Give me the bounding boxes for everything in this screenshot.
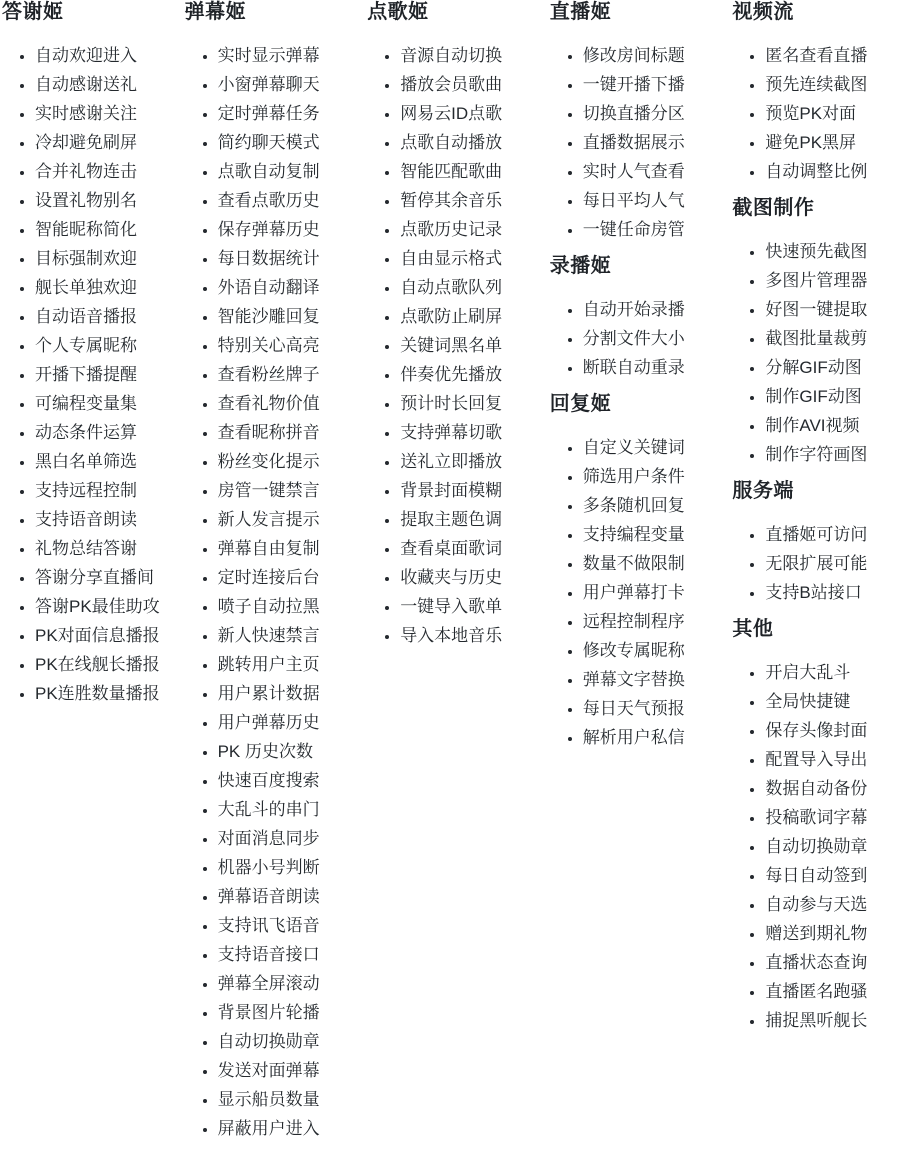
feature-item: • PK连胜数量播报 bbox=[35, 679, 177, 708]
feature-list bbox=[550, 41, 725, 244]
feature-item: • 舰长单独欢迎 bbox=[35, 273, 177, 302]
feature-item: • 自定义关键词 bbox=[583, 433, 725, 462]
feature-item: • 网易云ID点歌 bbox=[400, 99, 542, 128]
feature-item: • 点歌历史记录 bbox=[400, 215, 542, 244]
feature-item: • 全局快捷键 bbox=[765, 687, 907, 716]
feature-item: • 自动切换勋章 bbox=[765, 832, 907, 861]
section-title: 截图制作 bbox=[732, 197, 815, 219]
feature-item: • 自动调整比例 bbox=[765, 157, 907, 186]
feature-item: • 可编程变量集 bbox=[35, 389, 177, 418]
feature-item: • 自动语音播报 bbox=[35, 302, 177, 331]
feature-item: • 开启大乱斗 bbox=[765, 658, 907, 687]
feature-item: • 支持编程变量 bbox=[583, 520, 725, 549]
feature-item: • 个人专属昵称 bbox=[35, 331, 177, 360]
feature-item: • 用户累计数据 bbox=[218, 679, 360, 708]
feature-item: • 点歌自动播放 bbox=[400, 128, 542, 157]
feature-item: • 屏蔽用户进入 bbox=[218, 1114, 360, 1143]
section-title: 其他 bbox=[732, 618, 774, 640]
feature-item: • 自动点歌队列 bbox=[400, 273, 542, 302]
feature-item: • PK在线舰长播报 bbox=[35, 650, 177, 679]
column bbox=[0, 0, 183, 720]
feature-item: • 保存头像封面 bbox=[765, 716, 907, 745]
feature-item: • 多条随机回复 bbox=[583, 491, 725, 520]
feature-item: • 一键导入歌单 bbox=[400, 592, 542, 621]
feature-item: • 支持语音朗读 bbox=[35, 505, 177, 534]
column bbox=[183, 0, 366, 1155]
feature-item: • 送礼立即播放 bbox=[400, 447, 542, 476]
feature-item: • 预计时长回复 bbox=[400, 389, 542, 418]
feature-item: • 支持B站接口 bbox=[765, 578, 907, 607]
feature-list bbox=[185, 41, 360, 1143]
feature-item: • PK对面信息播报 bbox=[35, 621, 177, 650]
section-title: 直播姬 bbox=[549, 1, 612, 23]
feature-item: • 避免PK黑屏 bbox=[765, 128, 907, 157]
feature-item: • 数量不做限制 bbox=[583, 549, 725, 578]
feature-item: • 每日平均人气 bbox=[583, 186, 725, 215]
feature-item: • 新人发言提示 bbox=[218, 505, 360, 534]
feature-list bbox=[732, 520, 907, 607]
feature-item: • 查看粉丝牌子 bbox=[218, 360, 360, 389]
feature-item: • 特别关心高亮 bbox=[218, 331, 360, 360]
feature-item: • 好图一键提取 bbox=[765, 295, 907, 324]
feature-item: • 导入本地音乐 bbox=[400, 621, 542, 650]
section-title: 视频流 bbox=[732, 1, 794, 23]
section-title: 弹幕姬 bbox=[184, 1, 247, 23]
feature-item: • 实时显示弹幕 bbox=[218, 41, 360, 70]
feature-item: • 点歌自动复制 bbox=[218, 157, 360, 186]
feature-item: • 自动参与天选 bbox=[765, 890, 907, 919]
feature-item: • 每日自动签到 bbox=[765, 861, 907, 890]
feature-item: • 数据自动备份 bbox=[765, 774, 907, 803]
feature-item: • 分解GIF动图 bbox=[765, 353, 907, 382]
feature-item: • 实时人气查看 bbox=[583, 157, 725, 186]
feature-item: • 远程控制程序 bbox=[583, 607, 725, 636]
feature-item: • 赠送到期礼物 bbox=[765, 919, 907, 948]
feature-item: • 合并礼物连击 bbox=[35, 157, 177, 186]
feature-item: • 外语自动翻译 bbox=[218, 273, 360, 302]
feature-item: • 智能昵称简化 bbox=[35, 215, 177, 244]
feature-item: • 定时连接后台 bbox=[218, 563, 360, 592]
feature-item: • 喷子自动拉黑 bbox=[218, 592, 360, 621]
section-title: 答谢姬 bbox=[2, 1, 64, 23]
feature-item: • 跳转用户主页 bbox=[218, 650, 360, 679]
feature-item: • 直播匿名跑骚 bbox=[765, 977, 907, 1006]
feature-item: • 匿名查看直播 bbox=[765, 41, 907, 70]
feature-item: • 保存弹幕历史 bbox=[218, 215, 360, 244]
feature-item: • 一键任命房管 bbox=[583, 215, 725, 244]
feature-item: • 投稿歌词字幕 bbox=[765, 803, 907, 832]
feature-item: • 收藏夹与历史 bbox=[400, 563, 542, 592]
feature-item: • 自由显示格式 bbox=[400, 244, 542, 273]
feature-item: • 制作字符画图 bbox=[765, 440, 907, 469]
feature-list bbox=[550, 295, 725, 382]
feature-item: • 分割文件大小 bbox=[583, 324, 725, 353]
feature-item: • 简约聊天模式 bbox=[218, 128, 360, 157]
feature-item: • 制作AVI视频 bbox=[765, 411, 907, 440]
feature-item: • 弹幕全屏滚动 bbox=[218, 969, 360, 998]
feature-item: • 用户弹幕打卡 bbox=[583, 578, 725, 607]
column bbox=[365, 0, 548, 662]
feature-item: • 支持语音接口 bbox=[218, 940, 360, 969]
feature-item: • 断联自动重录 bbox=[583, 353, 725, 382]
feature-item: • 智能沙雕回复 bbox=[218, 302, 360, 331]
feature-item: • 查看桌面歌词 bbox=[400, 534, 542, 563]
feature-item: • 每日天气预报 bbox=[583, 694, 725, 723]
feature-item: • 设置礼物别名 bbox=[35, 186, 177, 215]
feature-item: • 房管一键禁言 bbox=[218, 476, 360, 505]
feature-item: • 修改专属昵称 bbox=[583, 636, 725, 665]
feature-item: • 冷却避免刷屏 bbox=[35, 128, 177, 157]
feature-item: • 快速预先截图 bbox=[765, 237, 907, 266]
feature-list bbox=[732, 658, 907, 1035]
feature-item: • 预先连续截图 bbox=[765, 70, 907, 99]
section-title: 回复姬 bbox=[549, 393, 612, 415]
feature-list bbox=[732, 41, 907, 186]
feature-item: • 答谢分享直播间 bbox=[35, 563, 177, 592]
feature-item: • 智能匹配歌曲 bbox=[400, 157, 542, 186]
feature-item: • 修改房间标题 bbox=[583, 41, 725, 70]
feature-item: • 背景封面模糊 bbox=[400, 476, 542, 505]
feature-item: • 解析用户私信 bbox=[583, 723, 725, 752]
feature-item: • 查看点歌历史 bbox=[218, 186, 360, 215]
feature-item: • 查看礼物价值 bbox=[218, 389, 360, 418]
feature-item: • 配置导入导出 bbox=[765, 745, 907, 774]
feature-item: • 支持远程控制 bbox=[35, 476, 177, 505]
feature-list bbox=[550, 433, 725, 752]
section-title: 录播姬 bbox=[549, 255, 612, 277]
feature-item: • 关键词黑名单 bbox=[400, 331, 542, 360]
section-title: 服务端 bbox=[732, 480, 794, 502]
feature-item: • 一键开播下播 bbox=[583, 70, 725, 99]
column bbox=[548, 0, 731, 764]
feature-item: • 大乱斗的串门 bbox=[218, 795, 360, 824]
feature-item: • 音源自动切换 bbox=[400, 41, 542, 70]
feature-item: • 无限扩展可能 bbox=[765, 549, 907, 578]
feature-list bbox=[2, 41, 177, 708]
feature-item: • 目标强制欢迎 bbox=[35, 244, 177, 273]
feature-item: • 筛选用户条件 bbox=[583, 462, 725, 491]
feature-item: • 显示船员数量 bbox=[218, 1085, 360, 1114]
feature-item: • 弹幕自由复制 bbox=[218, 534, 360, 563]
feature-item: • 答谢PK最佳助攻 bbox=[35, 592, 177, 621]
feature-item: • 多图片管理器 bbox=[765, 266, 907, 295]
feature-item: • 机器小号判断 bbox=[218, 853, 360, 882]
section-title: 点歌姬 bbox=[367, 1, 429, 23]
feature-item: • PK 历史次数 bbox=[218, 737, 360, 766]
feature-item: • 直播数据展示 bbox=[583, 128, 725, 157]
feature-item: • 点歌防止刷屏 bbox=[400, 302, 542, 331]
feature-item: • 直播状态查询 bbox=[765, 948, 907, 977]
feature-item: • 提取主题色调 bbox=[400, 505, 542, 534]
feature-item: • 播放会员歌曲 bbox=[400, 70, 542, 99]
feature-item: • 伴奏优先播放 bbox=[400, 360, 542, 389]
feature-item: • 快速百度搜索 bbox=[218, 766, 360, 795]
feature-item: • 弹幕语音朗读 bbox=[218, 882, 360, 911]
feature-item: • 礼物总结答谢 bbox=[35, 534, 177, 563]
feature-item: • 用户弹幕历史 bbox=[218, 708, 360, 737]
feature-item: • 定时弹幕任务 bbox=[218, 99, 360, 128]
feature-item: • 捕捉黑听舰长 bbox=[765, 1006, 907, 1035]
feature-item: • 动态条件运算 bbox=[35, 418, 177, 447]
feature-item: • 直播姬可访问 bbox=[765, 520, 907, 549]
feature-item: • 自动切换勋章 bbox=[218, 1027, 360, 1056]
feature-item: • 新人快速禁言 bbox=[218, 621, 360, 650]
feature-item: • 实时感谢关注 bbox=[35, 99, 177, 128]
feature-item: • 查看昵称拼音 bbox=[218, 418, 360, 447]
feature-item: • 暂停其余音乐 bbox=[400, 186, 542, 215]
column bbox=[730, 0, 913, 1047]
feature-item: • 对面消息同步 bbox=[218, 824, 360, 853]
feature-item: • 黑白名单筛选 bbox=[35, 447, 177, 476]
feature-item: • 制作GIF动图 bbox=[765, 382, 907, 411]
feature-item: • 发送对面弹幕 bbox=[218, 1056, 360, 1085]
feature-list bbox=[367, 41, 542, 650]
feature-item: • 每日数据统计 bbox=[218, 244, 360, 273]
feature-item: • 粉丝变化提示 bbox=[218, 447, 360, 476]
feature-item: • 切换直播分区 bbox=[583, 99, 725, 128]
feature-item: • 小窗弹幕聊天 bbox=[218, 70, 360, 99]
feature-item: • 开播下播提醒 bbox=[35, 360, 177, 389]
feature-item: • 支持弹幕切歌 bbox=[400, 418, 542, 447]
feature-item: • 自动开始录播 bbox=[583, 295, 725, 324]
feature-list bbox=[732, 237, 907, 469]
feature-item: • 自动欢迎进入 bbox=[35, 41, 177, 70]
feature-item: • 支持讯飞语音 bbox=[218, 911, 360, 940]
feature-item: • 预览PK对面 bbox=[765, 99, 907, 128]
feature-item: • 截图批量裁剪 bbox=[765, 324, 907, 353]
feature-item: • 自动感谢送礼 bbox=[35, 70, 177, 99]
feature-item: • 弹幕文字替换 bbox=[583, 665, 725, 694]
feature-item: • 背景图片轮播 bbox=[218, 998, 360, 1027]
